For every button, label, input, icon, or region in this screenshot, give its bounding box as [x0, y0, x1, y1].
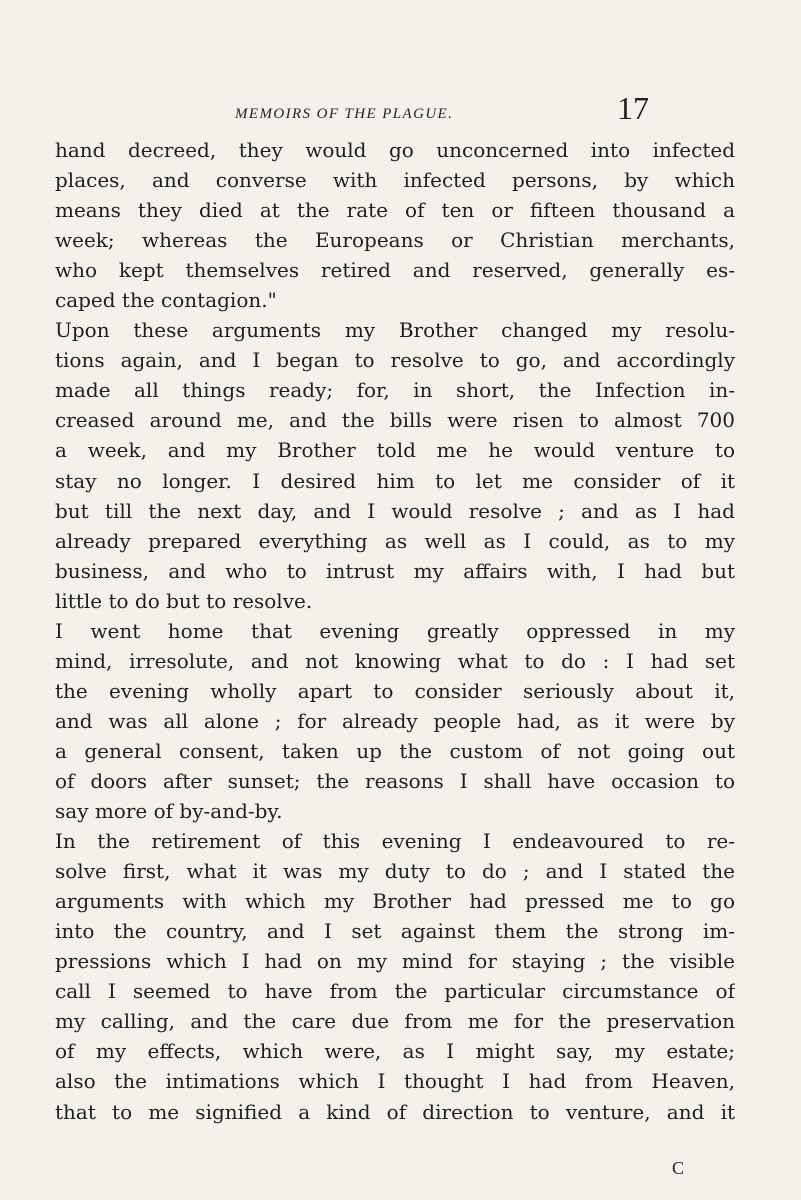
text-line: also the intimations which I thought I had from Heaven, [55, 1069, 735, 1094]
text-line: week; whereas the Europeans or Christian merchants, [55, 228, 735, 253]
text-line: already prepared everything as well as I could, as to my [55, 528, 735, 553]
text-line: means they died at the rate of ten or fifteen thousand a [55, 198, 735, 223]
text-line: solve first, what it was my duty to do ; and I stated the [55, 859, 735, 884]
text-line: pressions which I had on my mind for staying ; the visible [55, 949, 735, 974]
text-line: call I seemed to have from the particular circumstance of [55, 979, 735, 1004]
text-line: mind, irresolute, and not knowing what to do : I had set [55, 648, 735, 673]
text-line: say more of by-and-by. [55, 799, 283, 824]
text-line: of doors after sunset; the reasons I shall have occasion to [55, 768, 735, 793]
running-head [235, 90, 735, 128]
text-line: tions again, and I began to resolve to go, and accordingly [55, 348, 735, 373]
text-line: I went home that evening greatly oppressed in my [55, 618, 735, 643]
text-line: who kept themselves retired and reserved, generally es- [55, 258, 735, 283]
body-text [55, 135, 735, 1127]
text-line: a general consent, taken up the custom of not going out [55, 738, 735, 763]
text-line: creased around me, and the bills were risen to almost 700 [55, 408, 735, 433]
text-line: caped the contagion." [55, 288, 277, 313]
text-line: of my effects, which were, as I might say, my estate; [55, 1039, 735, 1064]
text-line: the evening wholly apart to consider seriously about it, [55, 678, 735, 703]
text-line: places, and converse with infected persons, by which [55, 168, 735, 193]
text-line: but till the next day, and I would resolve ; and as I had [55, 498, 735, 523]
text-line: my calling, and the care due from me for the preservation [55, 1009, 735, 1034]
text-line: arguments with which my Brother had pressed me to go [55, 889, 735, 914]
signature-mark: C [672, 1158, 685, 1178]
running-title: MEMOIRS OF THE PLAGUE. [235, 106, 454, 122]
text-line: hand decreed, they would go unconcerned into infected [55, 138, 735, 162]
text-line: business, and who to intrust my affairs with, I had but [55, 558, 735, 583]
text-line: a week, and my Brother told me he would venture to [55, 438, 735, 463]
page-number: 17 [617, 90, 649, 126]
text-line: into the country, and I set against them the strong im- [55, 919, 735, 944]
text-line: made all things ready; for, in short, the Infection in- [55, 378, 735, 403]
text-line: that to me signified a kind of direction to venture, and it [55, 1099, 735, 1124]
text-line: stay no longer. I desired him to let me consider of it [55, 468, 735, 493]
text-line: In the retirement of this evening I endeavoured to re- [55, 829, 735, 854]
text-line: little to do but to resolve. [55, 588, 313, 613]
text-line: and was all alone ; for already people had, as it were by [55, 708, 735, 733]
text-line: Upon these arguments my Brother changed my resolu- [55, 318, 735, 343]
